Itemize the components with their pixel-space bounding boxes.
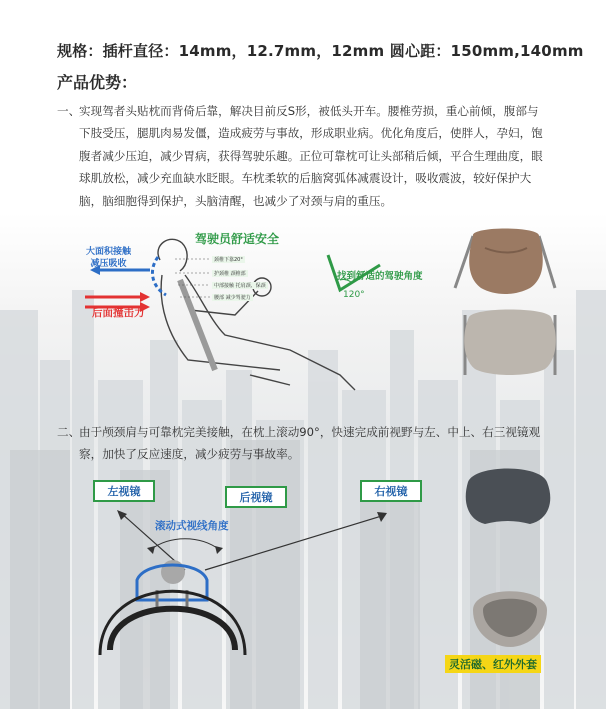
- rolling-view-angle-label: 滚动式视线角度: [155, 520, 229, 532]
- rear-impact-label: 后面撞击力: [92, 307, 145, 319]
- paragraph-2-text: 由于颅颈肩与可靠枕完美接触，在枕上滚动90°，快速完成前视野与左、中上、右三视镜观察，加快了反应速度，减少疲劳与事故率。: [79, 425, 541, 462]
- annotation-1: 颈椎下靠20°: [214, 257, 243, 263]
- paragraph-2-number: 二、: [57, 425, 81, 439]
- angle-value: 120°: [343, 290, 365, 300]
- advantages-title: 产品优势：: [57, 73, 138, 92]
- contact-area-line-2: 减压吸收: [90, 259, 127, 269]
- driving-angle-label: 找到舒适的驾驶角度: [337, 271, 423, 282]
- paragraph-1-text: 实现驾者头贴枕而背倚后靠，解决目前反S形，被低头开车。腰椎劳损，重心前倾，腹部与下肢受压，腿肌肉易发僵，造成疲劳与事故，形成职业病。优化角度后，使胖人，孕妇，饱腹者减少压迫，减少胃病，获得驾驶乐趣。正位可靠枕可让头部稍后倾，平合生理曲度，眼球肌放松，减少充血缺水眨眼。车枕柔软的后脑窝弧体减震设计，吸收震波，较好保护大脑，脑细胞得到保护，头脑清醒，也减少了对颈与肩的重压。: [79, 104, 543, 208]
- contact-area-label: [86, 246, 131, 270]
- left-mirror-label: 左视镜: [93, 480, 155, 502]
- driver-safety-title: 驾驶员舒适安全: [195, 232, 280, 246]
- mirror-view-diagram: [95, 500, 450, 660]
- right-mirror-label: 右视镜: [360, 480, 422, 502]
- annotation-3: 中部接触 托肩颈、保颈: [214, 283, 266, 289]
- annotation-2: 护颈椎 颈椎部: [214, 271, 246, 277]
- paragraph-2: [57, 421, 552, 466]
- mesh-cover-image: [465, 575, 555, 650]
- black-headrest-image: [460, 462, 555, 527]
- paragraph-1: [57, 100, 547, 212]
- grey-headrest-image: [455, 305, 565, 380]
- spec-line: 规格：插杆直径：14mm，12.7mm，12mm 圆心距：150mm,140mm: [57, 42, 584, 60]
- magnet-cover-badge: 灵活磁、红外外套: [445, 655, 541, 673]
- brown-headrest-image: [445, 218, 565, 298]
- annotation-4: 腰部 减少驾驶力: [214, 295, 251, 301]
- paragraph-1-number: 一、: [57, 104, 81, 118]
- contact-area-line-1: 大面积接触: [86, 247, 132, 257]
- rear-mirror-label: 后视镜: [225, 486, 287, 508]
